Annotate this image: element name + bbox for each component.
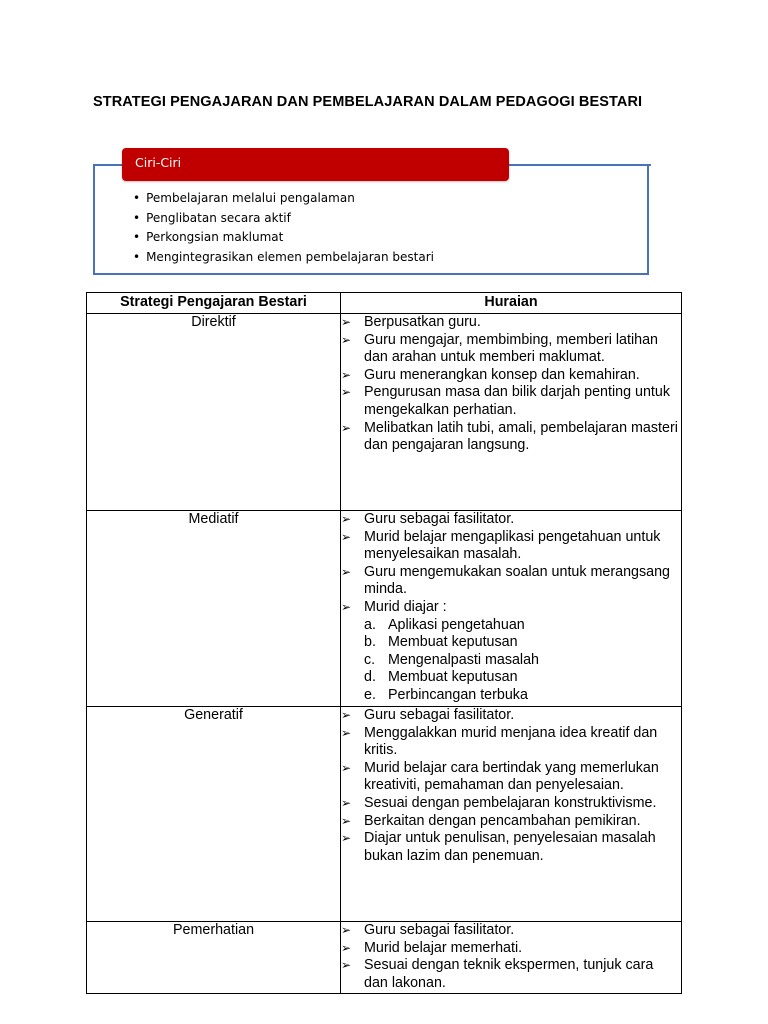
huraian-list (341, 511, 681, 705)
sub-item-label: e. (364, 686, 376, 703)
list-item: ➢ Guru menerangkan konsep dan kemahiran. (341, 367, 681, 385)
sub-item-text: Aplikasi pengetahuan (388, 616, 525, 633)
list-item: ➢ Murid belajar cara bertindak yang memerlukan kreativiti, pemahaman dan penyelesaian. (341, 760, 681, 795)
sub-item (364, 652, 681, 670)
header-huraian: Huraian (341, 293, 682, 314)
ciri-item: • Pembelajaran melalui pengalaman (133, 189, 434, 209)
sub-item (364, 669, 681, 687)
huraian-list (341, 707, 681, 865)
ciri-heading: Ciri-Ciri (135, 155, 182, 170)
sub-item (364, 634, 681, 652)
strategy-name: Generatif (87, 707, 341, 922)
ciri-item: • Penglibatan secara aktif (133, 209, 434, 229)
sub-item-text: Mengenalpasti masalah (388, 651, 540, 668)
list-item: ➢ Sesuai dengan pembelajaran konstruktivisme. (341, 795, 681, 813)
list-item: ➢ Berpusatkan guru. (341, 314, 681, 332)
sub-item-label: d. (364, 669, 376, 686)
table-row (87, 314, 682, 511)
document-title: STRATEGI PENGAJARAN DAN PEMBELAJARAN DALAM PEDAGOGI BESTARI (93, 94, 643, 110)
ciri-item: • Perkongsian maklumat (133, 228, 434, 248)
ciri-heading-banner (122, 148, 509, 181)
list-item: ➢ Melibatkan latih tubi, amali, pembelajaran masteri dan pengajaran langsung. (341, 420, 681, 455)
table-row (87, 511, 682, 707)
ciri-box-border (93, 164, 123, 166)
sub-item-text: Perbincangan terbuka (388, 686, 528, 703)
list-item: ➢ Menggalakkan murid menjana idea kreatif dan kritis. (341, 725, 681, 760)
list-item: ➢ Sesuai dengan teknik ekspermen, tunjuk cara dan lakonan. (341, 957, 681, 992)
ciri-item: • Mengintegrasikan elemen pembelajaran bestari (133, 248, 434, 268)
ciri-list (133, 189, 434, 268)
list-item (341, 599, 681, 705)
ciri-box-border (509, 164, 651, 166)
list-item-text: Murid diajar : (364, 598, 447, 615)
list-item: ➢ Murid belajar mengaplikasi pengetahuan untuk menyelesaikan masalah. (341, 529, 681, 564)
sub-item (364, 617, 681, 635)
table-row (87, 707, 682, 922)
sub-item-label: b. (364, 634, 376, 651)
list-item: ➢ Berkaitan dengan pencambahan pemikiran. (341, 813, 681, 831)
header-strategy: Strategi Pengajaran Bestari (87, 293, 341, 314)
strategy-name: Mediatif (87, 511, 341, 707)
sub-item-label: c. (364, 651, 376, 668)
sub-item-label: a. (364, 616, 376, 633)
table-header-row (87, 293, 682, 314)
list-item: ➢ Guru mengajar, membimbing, memberi latihan dan arahan untuk memberi maklumat. (341, 332, 681, 367)
sub-item-text: Membuat keputusan (388, 669, 518, 686)
list-item: ➢ Pengurusan masa dan bilik darjah penting untuk mengekalkan perhatian. (341, 384, 681, 419)
sub-item-text: Membuat keputusan (388, 634, 518, 651)
list-item: ➢ Diajar untuk penulisan, penyelesaian masalah bukan lazim dan penemuan. (341, 830, 681, 865)
sub-list (364, 617, 681, 705)
strategy-table (86, 292, 682, 994)
list-item: ➢ Guru sebagai fasilitator. (341, 707, 681, 725)
list-item: ➢ Guru sebagai fasilitator. (341, 511, 681, 529)
list-item: ➢ Guru sebagai fasilitator. (341, 922, 681, 940)
strategy-name: Direktif (87, 314, 341, 511)
list-item: ➢ Murid belajar memerhati. (341, 940, 681, 958)
huraian-list (341, 314, 681, 455)
table-row (87, 922, 682, 994)
list-item: ➢ Guru mengemukakan soalan untuk merangsang minda. (341, 564, 681, 599)
huraian-list (341, 922, 681, 992)
sub-item (364, 687, 681, 705)
strategy-name: Pemerhatian (87, 922, 341, 994)
